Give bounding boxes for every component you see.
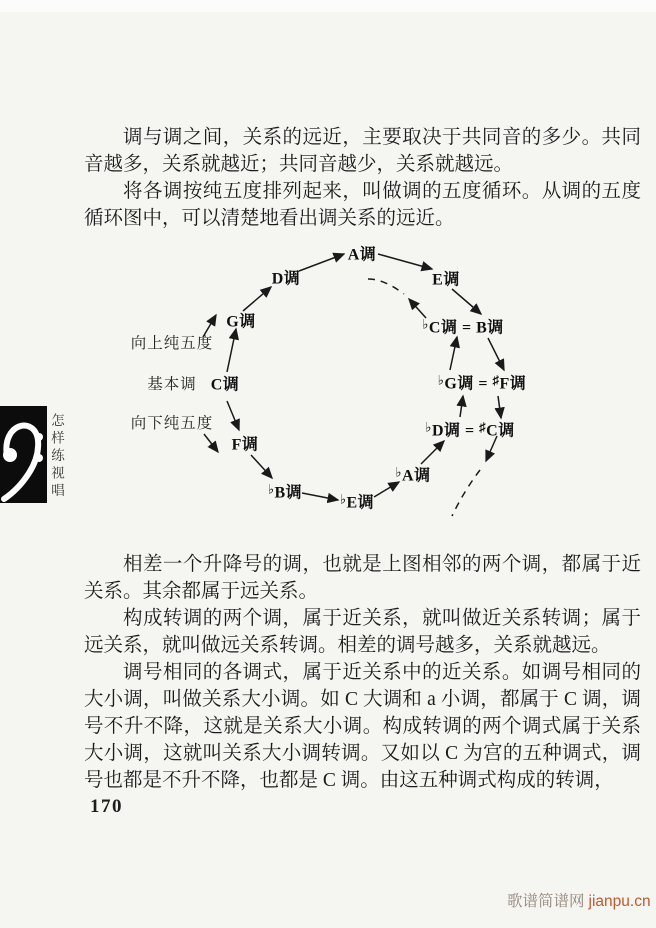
key-node-A: A调 bbox=[347, 246, 377, 264]
key-node-Gb-Fs: ♭G调 = ♯F调 bbox=[437, 372, 527, 393]
arrow-Gb-Fs-to-Cb-B bbox=[450, 337, 457, 370]
arrow-G-to-D bbox=[243, 287, 271, 311]
diagram-label-basic-key: 基本调 bbox=[147, 376, 197, 393]
paragraph: 相差一个升降号的调，也就是上图相邻的两个调，都属于近关系。其余都属于远关系。 bbox=[84, 554, 641, 602]
paragraph: 将各调按纯五度排列起来，叫做调的五度循环。从调的五度循环图中，可以清楚地看出调关系的远近。 bbox=[84, 181, 641, 229]
dashed-trail-continue-down bbox=[452, 470, 480, 516]
key-node-C: C调 bbox=[210, 376, 240, 394]
key-node-E: E调 bbox=[432, 271, 460, 289]
arrow-C-to-F bbox=[227, 401, 239, 430]
sidebar-tab bbox=[0, 406, 47, 503]
key-node-G: G调 bbox=[226, 313, 256, 331]
key-node-Ab: ♭A调 bbox=[395, 464, 431, 485]
arrow-F-to-Bb bbox=[251, 455, 272, 478]
paragraph: 构成转调的两个调，属于近关系，就叫做近关系转调；属于远关系，就叫做远关系转调。相差的调号越多，关系就越远。 bbox=[84, 608, 641, 656]
key-node-D: D调 bbox=[271, 270, 301, 288]
diagram-arrows-layer bbox=[0, 240, 656, 550]
arrow-A-to-E bbox=[378, 254, 432, 269]
key-node-Db-Cs: ♭D调 = ♯C调 bbox=[425, 419, 515, 440]
diagram-label-down-fifth: 向下纯五度 bbox=[130, 415, 214, 432]
book-title-vertical: 怎样练视唱 bbox=[49, 412, 64, 501]
arrow-down-fifth-to-F bbox=[204, 434, 218, 452]
key-node-F: F调 bbox=[231, 436, 259, 454]
paragraph: 调与调之间，关系的远近，主要取决于共同音的多少。共同音越多，关系就越近；共同音越少，关系就越远。 bbox=[84, 127, 641, 175]
dashed-trail-continue-up bbox=[368, 279, 404, 294]
diagram-label-up-fifth: 向上纯五度 bbox=[130, 335, 214, 352]
watermark-site-url: jianpu.cn bbox=[588, 893, 651, 910]
watermark-site-name: 歌谱简谱网 bbox=[507, 893, 585, 910]
body-paragraphs bbox=[84, 551, 641, 794]
arrow-D-to-A bbox=[299, 254, 344, 271]
watermark bbox=[507, 889, 651, 911]
page-number: 170 bbox=[90, 796, 123, 817]
circle-of-fifths-diagram bbox=[0, 240, 656, 550]
arrow-Db-Cs-to-Gb-Fs bbox=[460, 396, 463, 417]
arrow-Cb-B-to-Gb-Fs bbox=[488, 338, 504, 370]
key-node-Eb: ♭E调 bbox=[339, 491, 375, 512]
key-node-Cb-B: ♭C调 = B调 bbox=[422, 316, 504, 337]
arrow-E-to-Cb-B bbox=[452, 289, 481, 314]
arrow-Bb-to-Eb bbox=[302, 493, 338, 500]
arrow-Gb-Fs-to-Db-Cs bbox=[498, 396, 501, 418]
paragraph: 调号相同的各调式，属于近关系中的近关系。如调号相同的大小调，叫做关系大小调。如 C 大调和 a 小调，都属于 C 调，调号不升不降，这就是关系大小调。构成转调的两个调式属于关系大小调，这就叫关系大小调转调。又如以 C 为宫的五种调式，调号也都是不升不降，也都是 C 调。由这五种调式构成的转调， bbox=[84, 662, 641, 791]
arrow-Ab-to-Db-Cs bbox=[421, 441, 444, 464]
key-node-Bb: ♭B调 bbox=[267, 481, 303, 502]
bass-clef-icon bbox=[0, 406, 47, 503]
intro-paragraphs bbox=[84, 124, 641, 232]
arrow-C-to-G bbox=[227, 329, 236, 372]
